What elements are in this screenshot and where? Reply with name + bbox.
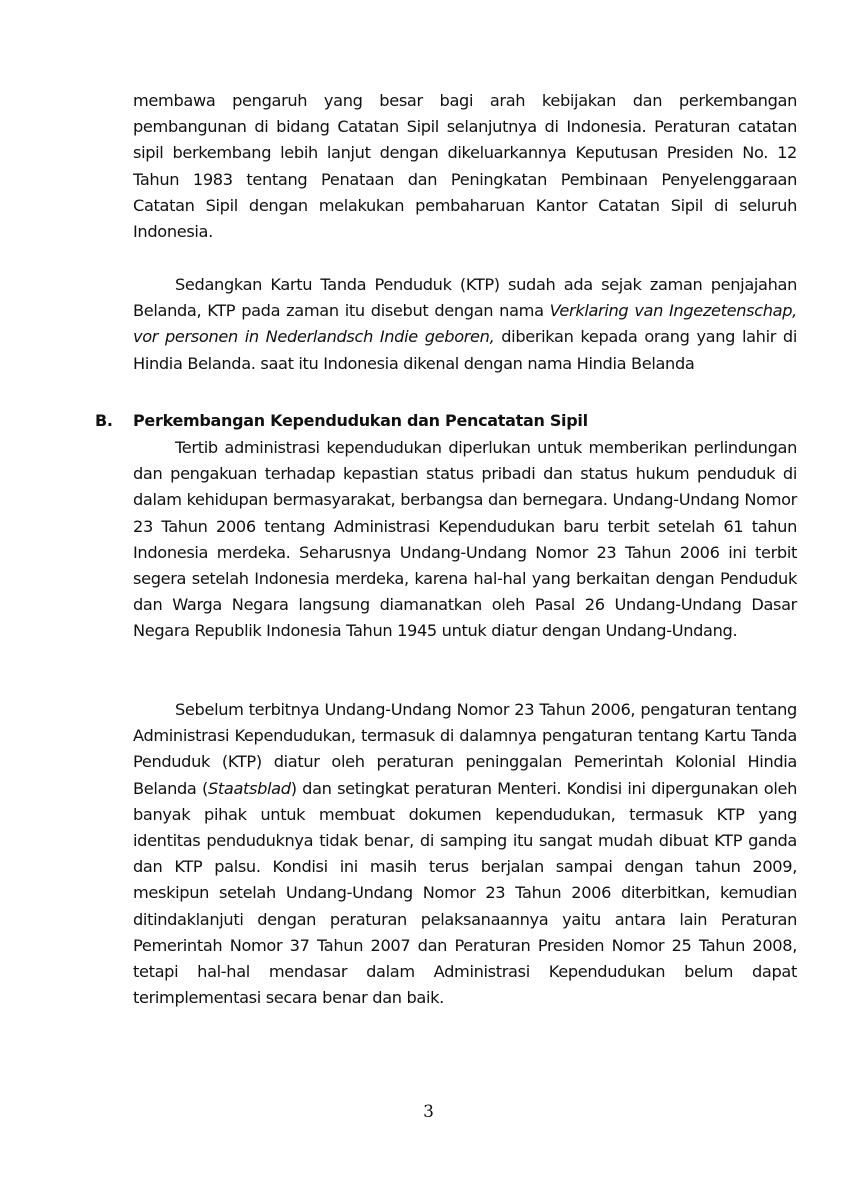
text-run: diberikan kepada orang yang lahir di Hindia Belanda. saat itu Indonesia dikenal dengan nama Hindia Belanda <box>133 327 797 373</box>
text-run: ) dan setingkat peraturan Menteri. Kondisi ini dipergunakan oleh banyak pihak untuk membuat dokumen kependudukan, termasuk KTP yang identitas penduduknya tidak benar, di samping itu sangat mudah dibuat KTP ganda dan KTP palsu. Kondisi ini masih terus berjalan sampai dengan tahun 2009, meskipun setelah Undang-Undang Nomor 23 Tahun 2006 diterbitkan, kemudian ditindaklanjuti dengan peraturan pelaksanaannya yaitu antara lain Peraturan Pemerintah Nomor 37 Tahun 2007 dan Peraturan Presiden Nomor 25 Tahun 2008, tetapi hal-hal mendasar dalam Administrasi Kependudukan belum dapat terimplementasi secara benar dan baik. <box>133 778 797 1008</box>
section-heading-b <box>95 411 805 430</box>
paragraph-tertib-administrasi: Tertib administrasi kependudukan diperlukan untuk memberikan perlindungan dan pengakuan terhadap kepastian status pribadi dan status hukum penduduk di dalam kehidupan bermasyarakat, berbangsa dan bernegara. Undang-Undang Nomor 23 Tahun 2006 tentang Administrasi Kependudukan baru terbit setelah 61 tahun Indonesia merdeka. Seharusnya Undang-Undang Nomor 23 Tahun 2006 ini terbit segera setelah Indonesia merdeka, karena hal-hal yang berkaitan dengan Penduduk dan Warga Negara langsung diamanatkan oleh Pasal 26 Undang-Undang Dasar Negara Republik Indonesia Tahun 1945 untuk diatur dengan Undang-Undang. <box>133 438 797 641</box>
italic-dutch-term: Verklaring van Ingezetenschap, vor personen in Nederlandsch Indie geboren, <box>133 301 797 347</box>
section-number: B. <box>95 411 113 430</box>
text-run: Sebelum terbitnya Undang-Undang Nomor 23 Tahun 2006, pengaturan tentang Administrasi Kependudukan, termasuk di dalamnya pengaturan tentang Kartu Tanda Penduduk (KTP) diatur oleh peraturan peninggalan Pemerintah Kolonial Hindia Belanda ( <box>133 700 797 798</box>
page-number: 3 <box>423 1102 434 1122</box>
paragraph-catatan-sipil: membawa pengaruh yang besar bagi arah kebijakan dan perkembangan pembangunan di bidang Catatan Sipil selanjutnya di Indonesia. Peraturan catatan sipil berkembang lebih lanjut dengan dikeluarkannya Keputusan Presiden No. 12 Tahun 1983 tentang Penataan dan Peningkatan Pembinaan Penyelenggaraan Catatan Sipil dengan melakukan pembaharuan Kantor Catatan Sipil di seluruh Indonesia. <box>133 91 797 242</box>
text-run: Sedangkan Kartu Tanda Penduduk (KTP) sudah ada sejak zaman penjajahan Belanda, KTP pada zaman itu disebut dengan nama <box>133 275 797 321</box>
paragraph-continuation <box>133 88 797 245</box>
paragraph-ktp-history <box>133 272 797 377</box>
italic-staatsblad: Staatsblad <box>207 778 291 798</box>
paragraph-sebelum-terbitnya <box>133 697 797 1011</box>
section-title: Perkembangan Kependudukan dan Pencatatan Sipil <box>133 411 588 430</box>
